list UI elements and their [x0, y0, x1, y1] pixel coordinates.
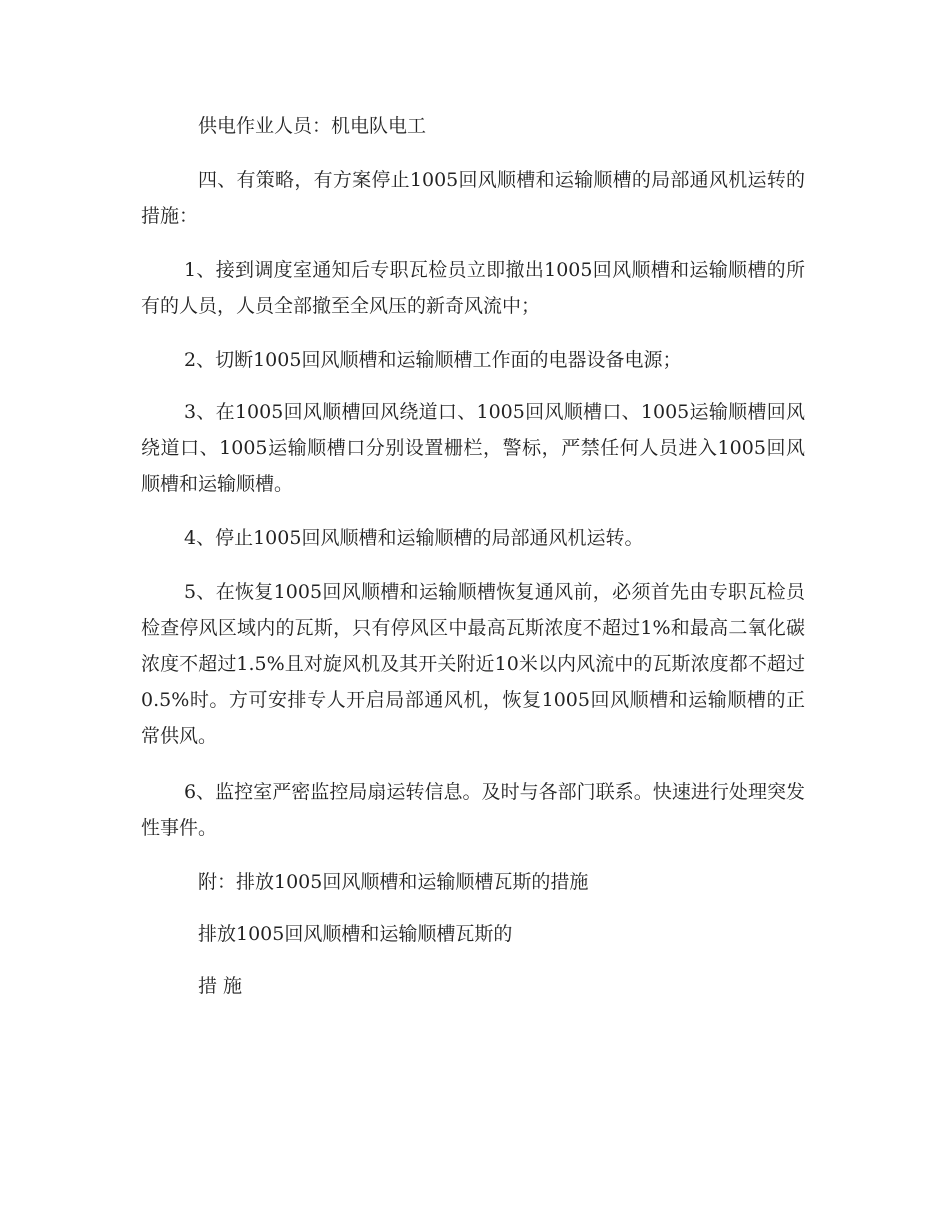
paragraph-step-5: 5、在恢复1005回风顺槽和运输顺槽恢复通风前，必须首先由专职瓦检员检查停风区域内的瓦斯，只有停风区中最高瓦斯浓度不超过1%和最高二氧化碳浓度不超过1.5%且对旋风机及其开关附近10米以内风流中的瓦斯浓度都不超过0.5%时。方可安排专人开启局部通风机，恢复1005回风顺槽和运输顺槽的正常供风。: [141, 581, 805, 747]
paragraph-section-four-heading: 四、有策略，有方案停止1005回风顺槽和运输顺槽的局部通风机运转的措施：: [141, 169, 805, 227]
paragraph-step-1: 1、接到调度室通知后专职瓦检员立即撤出1005回风顺槽和运输顺槽的所有的人员，人员全部撤至全风压的新奇风流中；: [141, 259, 805, 317]
paragraph-appendix-heading-line-2: 措 施: [198, 975, 243, 997]
paragraph-power-supply-personnel: 供电作业人员：机电队电工: [198, 115, 427, 137]
paragraph-step-4: 4、停止1005回风顺槽和运输顺槽的局部通风机运转。: [184, 527, 644, 549]
paragraph-step-3: 3、在1005回风顺槽回风绕道口、1005回风顺槽口、1005运输顺槽回风绕道口、1005运输顺槽口分别设置栅栏，警标，严禁任何人员进入1005回风顺槽和运输顺槽。: [141, 401, 805, 495]
paragraph-appendix-title: 附：排放1005回风顺槽和运输顺槽瓦斯的措施: [198, 871, 589, 893]
paragraph-step-6: 6、监控室严密监控局扇运转信息。及时与各部门联系。快速进行处理突发性事件。: [141, 781, 805, 839]
paragraph-appendix-heading-line-1: 排放1005回风顺槽和运输顺槽瓦斯的: [198, 923, 513, 945]
paragraph-step-2: 2、切断1005回风顺槽和运输顺槽工作面的电器设备电源；: [184, 349, 682, 371]
